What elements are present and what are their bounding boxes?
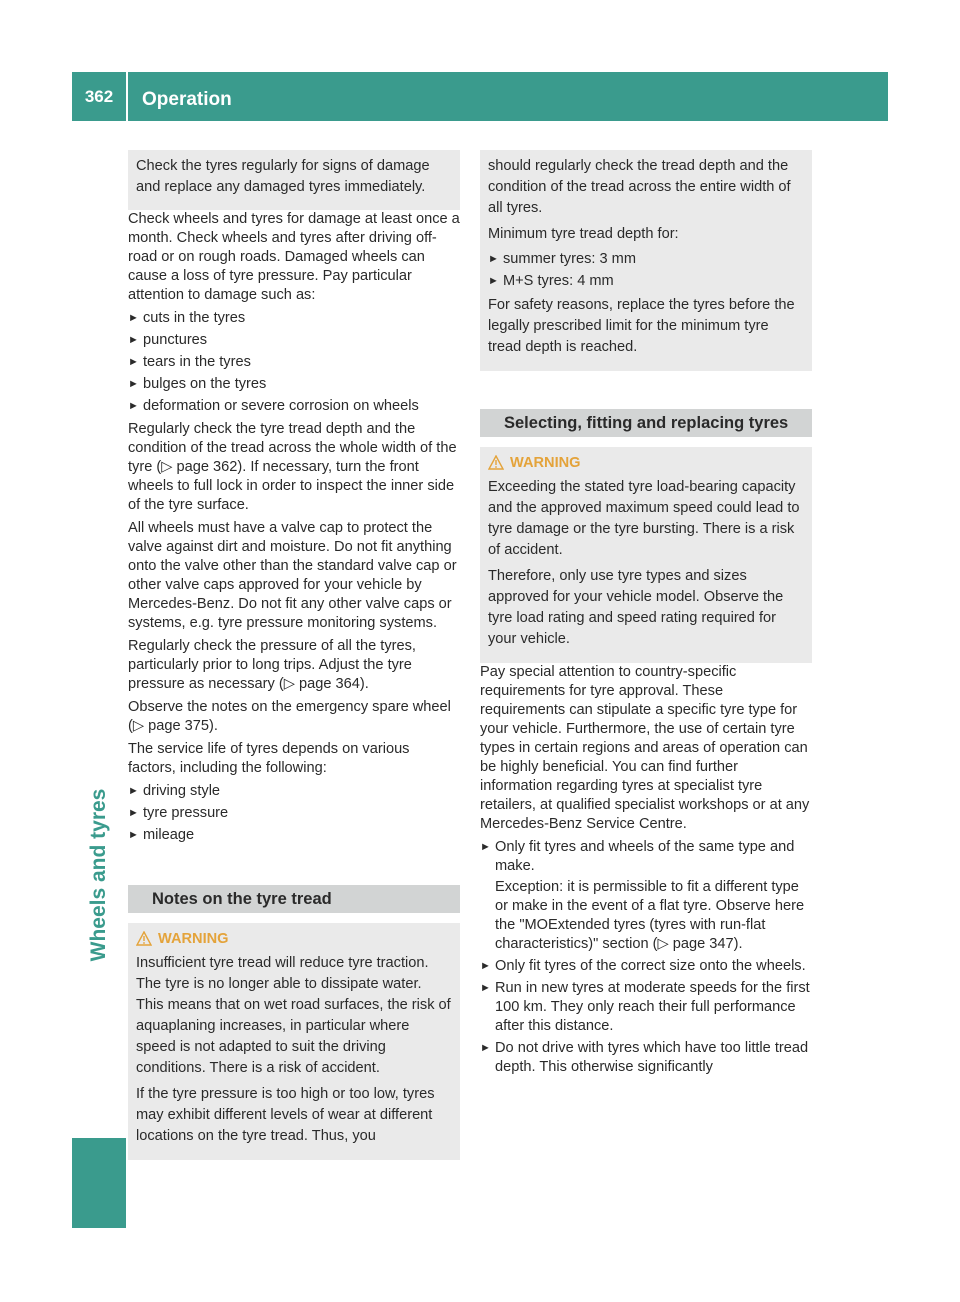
warning-triangle-icon bbox=[488, 455, 504, 470]
warning-text: Exceeding the stated tyre load-bearing capacity and the approved maximum speed could lead to tyre damage or the tyre bursting. There is a risk of accident. bbox=[488, 479, 800, 558]
list-item: ► Only fit tyres and wheels of the same type and make. Exception: it is permissible to fit a different type or make in the event of a flat tyre. Observe here the "MOExtended tyres (tyres with run-flat characteristics)" section (▷ page 347). bbox=[480, 838, 812, 954]
warning-text: For safety reasons, replace the tyres before the legally prescribed limit for the minimum tyre tread depth is reached. bbox=[488, 297, 795, 355]
damage-list bbox=[128, 309, 460, 416]
list-item: ► summer tyres: 3 mm bbox=[488, 251, 636, 267]
chapter-side-label: Wheels and tyres bbox=[87, 788, 110, 962]
bullet-icon: ► bbox=[128, 829, 139, 841]
chapter-tab-marker bbox=[72, 1138, 126, 1228]
bullet-icon: ► bbox=[488, 275, 499, 287]
list-item: ► tears in the tyres bbox=[128, 354, 251, 370]
list-item: ► M+S tyres: 4 mm bbox=[488, 273, 614, 289]
country-requirements-paragraph: Pay special attention to country-specific requirements for tyre approval. These requirements can stipulate a specific tyre type for your vehicle. Furthermore, the use of certain tyre types in certain regions and areas of operation can be highly beneficial. You can find further information regarding tyres at specialist tyre retailers, at qualified specialist workshops or at any Mercedes-Benz Service Centre. bbox=[480, 664, 810, 832]
depth-list bbox=[488, 250, 804, 291]
tread-check-paragraph: Regularly check the tyre tread depth and the condition of the tread across the whole width of the tyre (▷ page 362). If necessary, turn the front wheels to full lock in order to inspect the inner side of the tyre surface. bbox=[128, 421, 457, 513]
list-item: ► punctures bbox=[128, 332, 208, 348]
note-text: Check the tyres regularly for signs of damage and replace any damaged tyres immediately. bbox=[136, 158, 430, 195]
list-item: ► cuts in the tyres bbox=[128, 310, 246, 326]
note-box bbox=[128, 150, 460, 210]
list-item: ► driving style bbox=[128, 783, 221, 799]
bullet-icon: ► bbox=[128, 400, 139, 412]
list-item: ► deformation or severe corrosion on wheels bbox=[128, 398, 419, 414]
valve-cap-paragraph: All wheels must have a valve cap to protect the valve against dirt and moisture. Do not fit anything onto the valve other than the standard valve cap or other valve caps approved for your vehicle by Mercedes-Benz. Do not fit any other valve caps or systems, e.g. tyre pressure monitoring systems. bbox=[128, 520, 457, 631]
list-item: ► Run in new tyres at moderate speeds for the first 100 km. They only reach their full performance after this distance. bbox=[480, 980, 810, 1034]
selecting-tyres-heading: Selecting, fitting and replacing tyres bbox=[480, 409, 812, 437]
warning-text: Therefore, only use tyre types and sizes approved for your vehicle model. Observe the tyre load rating and speed rating required for your vehicle. bbox=[488, 568, 784, 647]
list-item: ► tyre pressure bbox=[128, 805, 229, 821]
load-warning-box bbox=[480, 447, 812, 663]
bullet-icon: ► bbox=[480, 1042, 491, 1054]
bullet-icon: ► bbox=[480, 982, 491, 994]
list-item: ► Only fit tyres of the correct size onto the wheels. bbox=[480, 958, 806, 974]
page-header bbox=[72, 72, 888, 121]
right-column bbox=[480, 150, 812, 1081]
bullet-icon: ► bbox=[480, 960, 491, 972]
warning-text: If the tyre pressure is too high or too low, tyres may exhibit different levels of wear at different locations on the tyre tread. Thus, you bbox=[136, 1086, 435, 1144]
bullet-icon: ► bbox=[128, 356, 139, 368]
spare-wheel-paragraph: Observe the notes on the emergency spare wheel (▷ page 375). bbox=[128, 699, 451, 734]
warning-text: should regularly check the tread depth and the condition of the tread across the entire width of all tyres. bbox=[488, 158, 791, 216]
bullet-icon: ► bbox=[128, 334, 139, 346]
factors-list bbox=[128, 782, 460, 845]
bullet-icon: ► bbox=[128, 378, 139, 390]
tread-heading: Notes on the tyre tread bbox=[128, 885, 460, 913]
warning-text: Insufficient tyre tread will reduce tyre traction. The tyre is no longer able to dissipate water. This means that on wet road surfaces, the risk of aquaplaning increases, in particular where speed is not adapted to suit the driving conditions. There is a risk of accident. bbox=[136, 955, 451, 1076]
warning-title: WARNING bbox=[136, 929, 452, 949]
tread-warning-continued-box bbox=[480, 150, 812, 371]
bullet-icon: ► bbox=[488, 253, 499, 265]
warning-triangle-icon bbox=[136, 931, 152, 946]
bullet-icon: ► bbox=[480, 841, 491, 853]
bullet-icon: ► bbox=[128, 785, 139, 797]
damage-intro-paragraph: Check wheels and tyres for damage at least once a month. Check wheels and tyres after driving off-road or on rough roads. Damaged wheels can cause a loss of tyre pressure. Pay particular attention to damage such as: bbox=[128, 211, 460, 303]
list-item: ► mileage bbox=[128, 827, 195, 843]
list-item: ► bulges on the tyres bbox=[128, 376, 267, 392]
tread-warning-box bbox=[128, 923, 460, 1160]
header-divider bbox=[126, 72, 128, 121]
section-title: Operation bbox=[142, 89, 232, 110]
pressure-paragraph: Regularly check the pressure of all the tyres, particularly prior to long trips. Adjust the tyre pressure as necessary (▷ page 364). bbox=[128, 638, 416, 692]
left-column bbox=[128, 150, 460, 1160]
warning-title: WARNING bbox=[488, 453, 804, 473]
bullet-icon: ► bbox=[128, 807, 139, 819]
bullet-icon: ► bbox=[128, 312, 139, 324]
list-item-note: Exception: it is permissible to fit a different type or make in the event of a flat tyre. Observe here the "MOExtended tyres (tyres with run-flat characteristics)" section (▷ page 347). bbox=[495, 879, 805, 952]
service-life-paragraph: The service life of tyres depends on various factors, including the following: bbox=[128, 741, 410, 776]
page-number: 362 bbox=[84, 87, 114, 106]
rules-list bbox=[480, 838, 812, 1077]
list-item: ► Do not drive with tyres which have too little tread depth. This otherwise significantly bbox=[480, 1040, 809, 1075]
warning-text: Minimum tyre tread depth for: bbox=[488, 226, 679, 242]
